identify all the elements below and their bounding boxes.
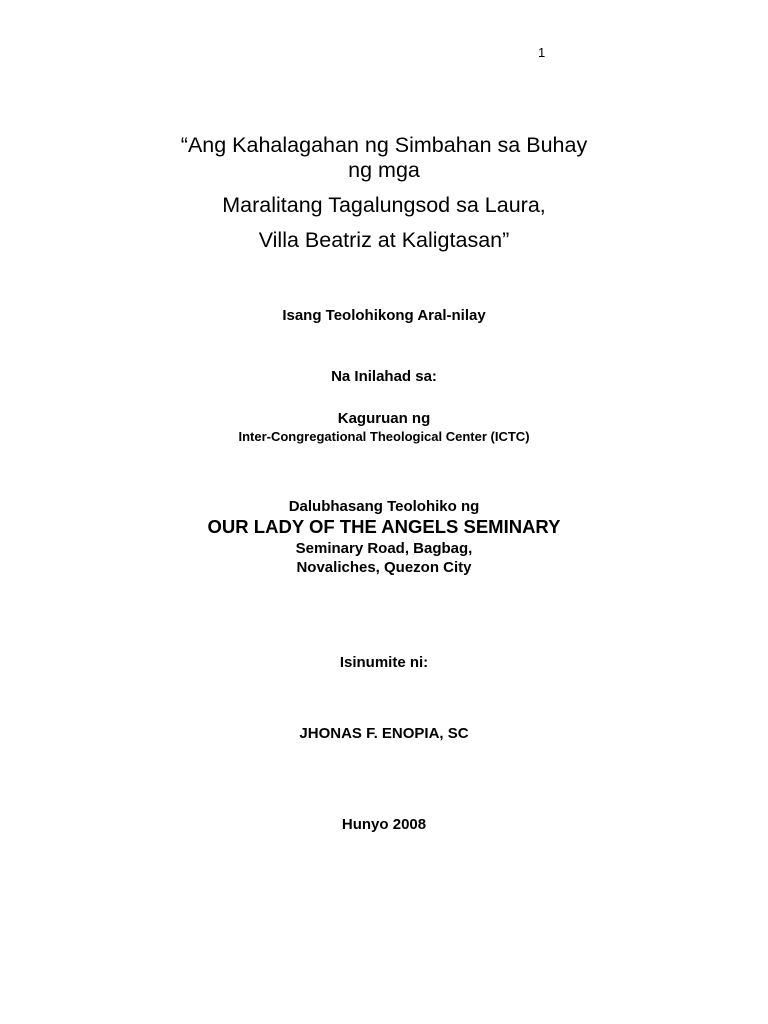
faculty-institution: Inter-Congregational Theological Center (ICTC) [238, 429, 530, 444]
author-name: JHONAS F. ENOPIA, SC [299, 725, 469, 742]
title-line-3: Maralitang Tagalungsod sa Laura, [222, 193, 546, 217]
page-number: 1 [538, 45, 546, 60]
school-address-line-1: Seminary Road, Bagbag, [295, 540, 473, 557]
title-line-1: “Ang Kahalagahan ng Simbahan sa Buhay [180, 133, 588, 157]
school-address-line-2: Novaliches, Quezon City [296, 559, 472, 576]
school-section [0, 498, 768, 576]
faculty-section [0, 410, 768, 444]
document-title [0, 130, 768, 256]
faculty-label: Kaguruan ng [337, 410, 431, 427]
document-subtitle: Isang Teolohikong Aral-nilay [282, 307, 486, 324]
title-line-4: Villa Beatriz at Kaligtasan” [258, 228, 510, 252]
school-name: OUR LADY OF THE ANGELS SEMINARY [207, 516, 561, 537]
school-label: Dalubhasang Teolohiko ng [288, 498, 480, 515]
submitted-by-label: Isinumite ni: [339, 654, 429, 671]
presented-to-label: Na Inilahad sa: [331, 368, 437, 385]
title-line-2: ng mga [348, 158, 420, 182]
submission-date: Hunyo 2008 [341, 816, 427, 833]
